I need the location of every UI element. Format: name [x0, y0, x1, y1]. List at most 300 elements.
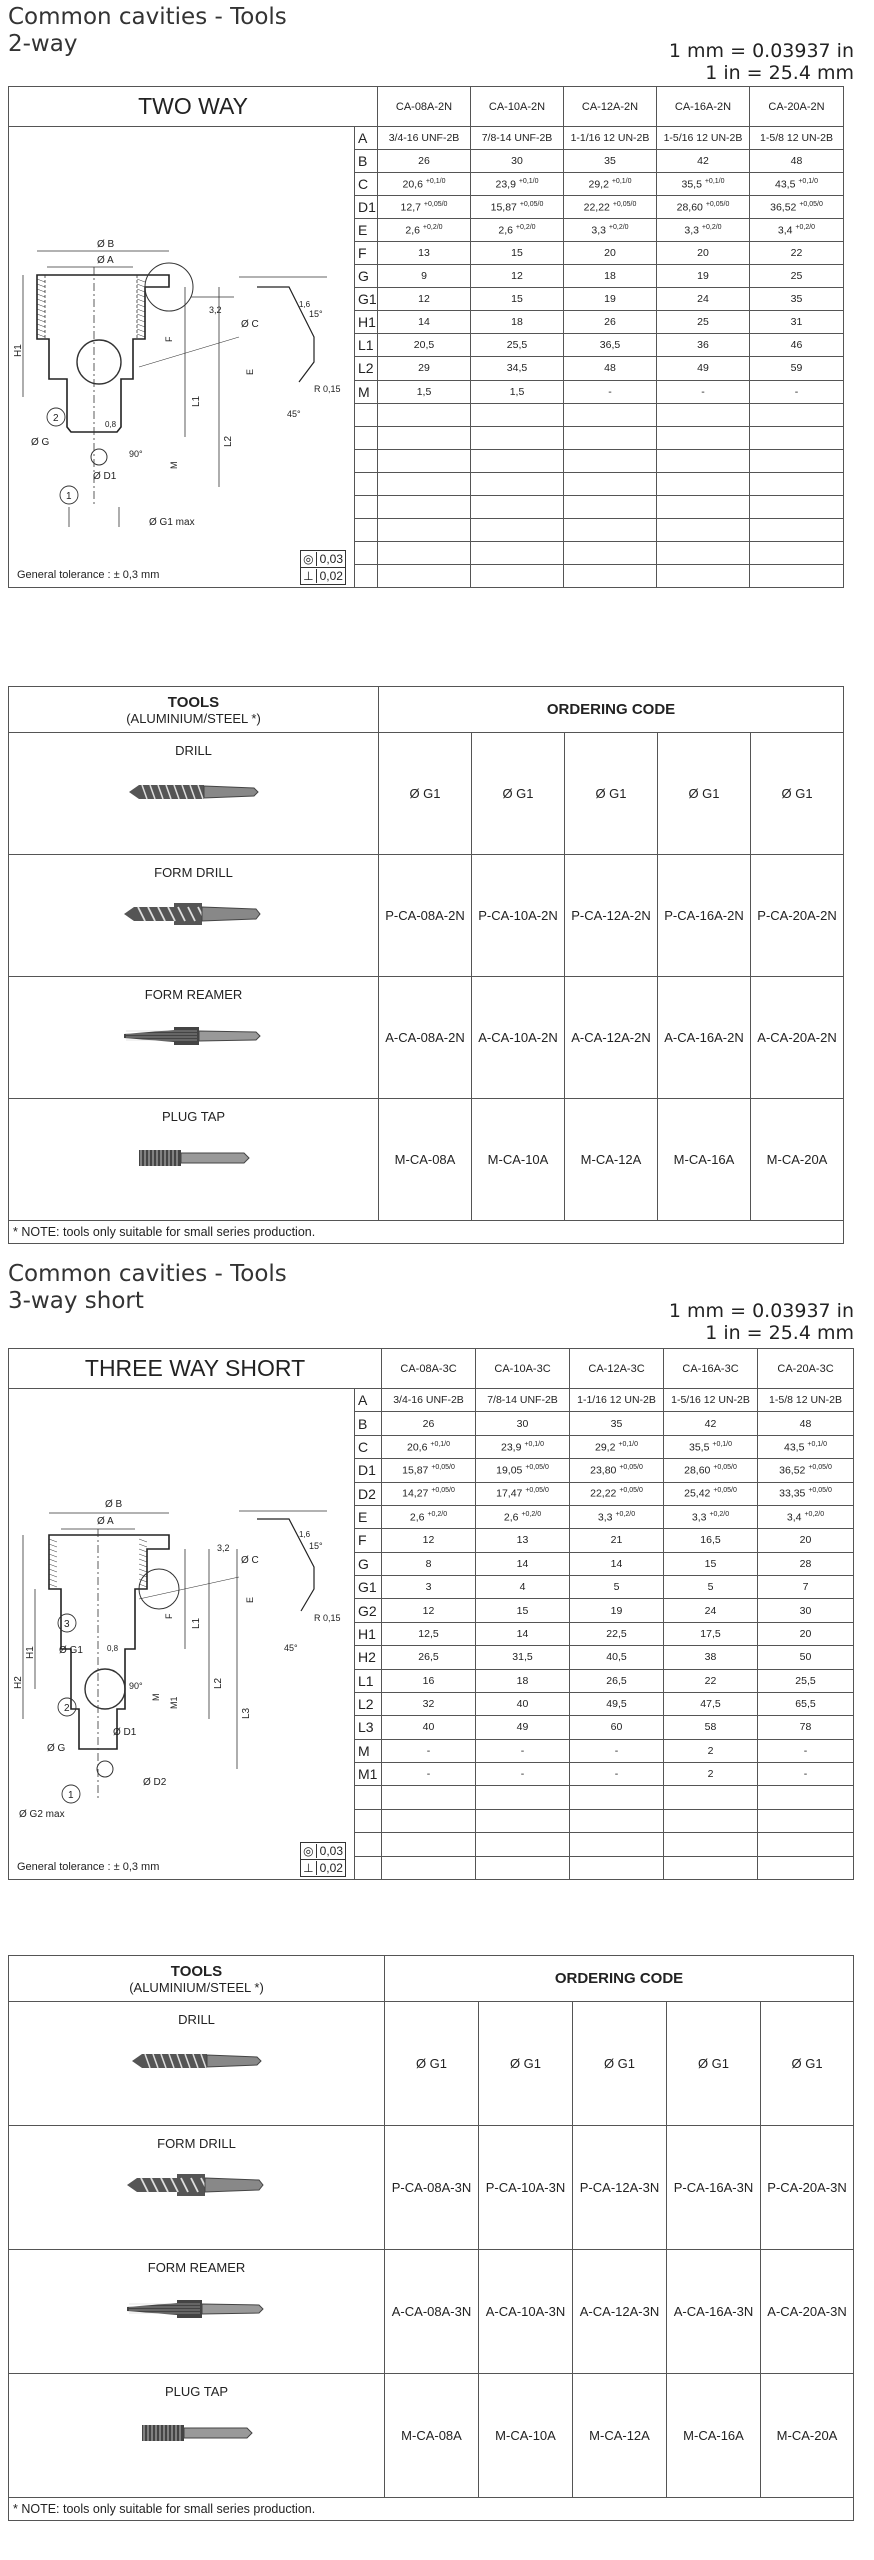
- table-cell: 5: [570, 1576, 664, 1599]
- table-cell: 24: [664, 1599, 758, 1622]
- section-title-2way: [8, 4, 287, 58]
- table-cell: 19: [657, 265, 750, 288]
- label-m: M: [151, 1693, 161, 1701]
- empty-cell: [471, 541, 564, 564]
- table-cell: 43,5 $^{+0,1/0}$: [758, 1435, 854, 1458]
- label-b: Ø B: [97, 239, 115, 250]
- ordering-code: M-CA-20A: [751, 1099, 844, 1221]
- drill-icon: [19, 772, 369, 812]
- empty-cell: [750, 472, 844, 495]
- table-cell: 25,5: [758, 1669, 854, 1692]
- table-cell: 13: [378, 242, 471, 265]
- row-label: D2: [355, 1482, 382, 1505]
- table-cell: 3,4 $^{+0,2/0}$: [750, 219, 844, 242]
- ordering-code: Ø G1: [385, 2002, 479, 2126]
- table-cell: 36: [657, 334, 750, 357]
- ordering-code-header: ORDERING CODE: [379, 687, 844, 733]
- label-a: Ø A: [97, 1516, 114, 1527]
- row-label: M: [355, 1739, 382, 1762]
- label-angle-45: 45°: [284, 1643, 298, 1653]
- technical-drawing: [9, 1389, 355, 1880]
- row-label: L2: [355, 1692, 382, 1715]
- empty-cell: [564, 564, 657, 587]
- ordering-code: A-CA-08A-2N: [379, 977, 472, 1099]
- empty-cell: [355, 495, 378, 518]
- unit-conversion-2way: [669, 40, 854, 84]
- tolerance-symbol: ◎: [303, 552, 316, 566]
- ordering-code: P-CA-08A-3N: [385, 2126, 479, 2250]
- dimension-table-2way: [8, 86, 844, 588]
- empty-cell: [657, 541, 750, 564]
- label-g1: Ø G1: [59, 1645, 83, 1656]
- table-cell: 22,22 $^{+0,05/0}$: [564, 196, 657, 219]
- ordering-code: A-CA-16A-2N: [658, 977, 751, 1099]
- empty-cell: [382, 1856, 476, 1880]
- label-g1: Ø G1 max: [149, 517, 195, 528]
- label-m: M: [169, 461, 179, 469]
- tool-name-cell: [9, 855, 379, 977]
- table-row: [9, 1389, 854, 1412]
- table-cell: 23,9 $^{+0,1/0}$: [471, 173, 564, 196]
- table-cell: 15: [471, 288, 564, 311]
- tolerance-symbol: ◎: [303, 1844, 316, 1858]
- table-cell: 33,35 $^{+0,05/0}$: [758, 1482, 854, 1505]
- row-label: H1: [355, 1622, 382, 1645]
- label-angle-90: 90°: [129, 449, 143, 459]
- empty-cell: [378, 472, 471, 495]
- ordering-code: M-CA-16A: [658, 1099, 751, 1221]
- ordering-code: Ø G1: [573, 2002, 667, 2126]
- ordering-code: Ø G1: [761, 2002, 854, 2126]
- empty-cell: [758, 1856, 854, 1880]
- empty-cell: [564, 518, 657, 541]
- empty-cell: [355, 449, 378, 472]
- ordering-code: A-CA-08A-3N: [385, 2250, 479, 2374]
- table-cell: 35: [570, 1412, 664, 1435]
- port-number-2: 2: [64, 1703, 70, 1714]
- ordering-code: A-CA-10A-3N: [479, 2250, 573, 2374]
- col-header: CA-16A-3C: [664, 1349, 758, 1389]
- table-cell: 14: [476, 1622, 570, 1645]
- table-cell: 31,5: [476, 1646, 570, 1669]
- empty-cell: [564, 426, 657, 449]
- row-label: F: [355, 1529, 382, 1552]
- ordering-code: Ø G1: [751, 733, 844, 855]
- table-cell: -: [758, 1763, 854, 1786]
- ordering-code: Ø G1: [658, 733, 751, 855]
- table-cell: 38: [664, 1646, 758, 1669]
- row-label: C: [355, 173, 378, 196]
- table-cell: 12: [382, 1529, 476, 1552]
- empty-cell: [564, 541, 657, 564]
- col-header: CA-10A-2N: [471, 87, 564, 127]
- ordering-code: A-CA-16A-3N: [667, 2250, 761, 2374]
- table-cell: 28,60 $^{+0,05/0}$: [664, 1459, 758, 1482]
- table-cell: 49: [657, 357, 750, 380]
- ordering-code: M-CA-20A: [761, 2374, 854, 2498]
- table-cell: 4: [476, 1576, 570, 1599]
- tolerance-entry: [300, 1842, 346, 1860]
- empty-cell: [750, 564, 844, 587]
- empty-cell: [476, 1809, 570, 1832]
- empty-cell: [657, 403, 750, 426]
- table-cell: 5: [664, 1576, 758, 1599]
- tools-header: [9, 1956, 385, 2002]
- empty-cell: [750, 426, 844, 449]
- col-header: CA-20A-2N: [750, 87, 844, 127]
- empty-cell: [476, 1786, 570, 1809]
- ordering-code: A-CA-12A-2N: [565, 977, 658, 1099]
- table-cell: 1,5: [471, 380, 564, 403]
- tool-name-cell: [9, 2002, 385, 2126]
- empty-cell: [657, 564, 750, 587]
- empty-cell: [758, 1833, 854, 1856]
- row-label: L3: [355, 1716, 382, 1739]
- table-cell: 25: [750, 265, 844, 288]
- label-l2: L2: [223, 435, 234, 447]
- col-header: CA-12A-2N: [564, 87, 657, 127]
- table-cell: -: [382, 1763, 476, 1786]
- table-cell: 28: [758, 1552, 854, 1575]
- table-cell: 20,5: [378, 334, 471, 357]
- general-tolerance: General tolerance : ± 0,3 mm: [17, 1861, 160, 1873]
- table-cell: 43,5 $^{+0,1/0}$: [750, 173, 844, 196]
- label-angle-45: 45°: [287, 409, 301, 419]
- tool-name: FORM REAMER: [144, 987, 243, 1002]
- table-cell: 19: [564, 288, 657, 311]
- drill-icon: [19, 2041, 375, 2081]
- table-cell: 42: [664, 1412, 758, 1435]
- table-cell: 2: [664, 1763, 758, 1786]
- table-cell: -: [382, 1739, 476, 1762]
- ordering-code: P-CA-08A-2N: [379, 855, 472, 977]
- ordering-code: P-CA-16A-2N: [658, 855, 751, 977]
- empty-cell: [664, 1833, 758, 1856]
- tolerance-value: 0,03: [319, 552, 343, 566]
- empty-cell: [355, 426, 378, 449]
- empty-cell: [664, 1856, 758, 1880]
- table-cell: 22: [750, 242, 844, 265]
- empty-cell: [355, 1856, 382, 1880]
- empty-cell: [378, 426, 471, 449]
- tolerance-value: 0,02: [319, 569, 343, 583]
- table-cell: -: [476, 1739, 570, 1762]
- empty-cell: [382, 1809, 476, 1832]
- row-label: C: [355, 1435, 382, 1458]
- empty-cell: [570, 1786, 664, 1809]
- empty-cell: [664, 1809, 758, 1832]
- table-cell: 3,3 $^{+0,2/0}$: [564, 219, 657, 242]
- empty-cell: [378, 518, 471, 541]
- table-cell: 78: [758, 1716, 854, 1739]
- tool-row: [9, 733, 844, 855]
- table-cell: 23,80 $^{+0,05/0}$: [570, 1459, 664, 1482]
- section-subtitle-text: 3-way short: [8, 1288, 144, 1314]
- technical-drawing: [9, 127, 355, 588]
- tool-name: DRILL: [178, 2012, 215, 2027]
- table-cell: 24: [657, 288, 750, 311]
- table-cell: -: [570, 1739, 664, 1762]
- table-cell: 2: [664, 1739, 758, 1762]
- ordering-code: Ø G1: [472, 733, 565, 855]
- label-d1: Ø D1: [113, 1727, 137, 1738]
- tools-material-label: (ALUMINIUM/STEEL *): [129, 1979, 264, 1995]
- row-label: B: [355, 150, 378, 173]
- table-cell: 31: [750, 311, 844, 334]
- empty-cell: [664, 1786, 758, 1809]
- tolerance-entry: [300, 567, 346, 585]
- label-roughness-16: 1,6: [299, 300, 311, 309]
- table-cell: 3,3 $^{+0,2/0}$: [664, 1505, 758, 1528]
- table-cell: 30: [476, 1412, 570, 1435]
- table-cell: 7/8-14 UNF-2B: [471, 127, 564, 150]
- table-cell: 49: [476, 1716, 570, 1739]
- table-cell: 30: [471, 150, 564, 173]
- label-l1: L1: [191, 395, 202, 407]
- label-h2: H2: [13, 1676, 24, 1689]
- label-roughness-32: 3,2: [209, 305, 222, 315]
- table-cell: 26: [564, 311, 657, 334]
- table-cell: 3,4 $^{+0,2/0}$: [758, 1505, 854, 1528]
- table-cell: 19,05 $^{+0,05/0}$: [476, 1459, 570, 1482]
- empty-cell: [355, 564, 378, 587]
- table-title: TWO WAY: [9, 87, 378, 127]
- empty-cell: [471, 426, 564, 449]
- form-reamer-icon: [19, 2289, 375, 2329]
- section-subtitle-text: 2-way: [8, 31, 78, 57]
- table-cell: 3,3 $^{+0,2/0}$: [570, 1505, 664, 1528]
- empty-cell: [471, 449, 564, 472]
- empty-cell: [750, 541, 844, 564]
- table-cell: 46: [750, 334, 844, 357]
- form-drill-icon: [19, 2165, 375, 2205]
- table-cell: -: [657, 380, 750, 403]
- empty-cell: [378, 541, 471, 564]
- table-cell: 3: [382, 1576, 476, 1599]
- table-cell: 34,5: [471, 357, 564, 380]
- table-cell: 22,5: [570, 1622, 664, 1645]
- row-label: H1: [355, 311, 378, 334]
- table-cell: 14,27 $^{+0,05/0}$: [382, 1482, 476, 1505]
- empty-cell: [657, 426, 750, 449]
- empty-cell: [355, 1833, 382, 1856]
- empty-cell: [382, 1786, 476, 1809]
- empty-cell: [657, 449, 750, 472]
- tool-row: [9, 2374, 854, 2498]
- unit-conversion-3way: [669, 1300, 854, 1344]
- tools-table-2way: [8, 686, 844, 1244]
- col-header: CA-12A-3C: [570, 1349, 664, 1389]
- table-cell: 18: [564, 265, 657, 288]
- table-cell: 36,52 $^{+0,05/0}$: [750, 196, 844, 219]
- col-header: CA-08A-3C: [382, 1349, 476, 1389]
- port-number-3: 3: [64, 1619, 70, 1630]
- table-cell: 25,42 $^{+0,05/0}$: [664, 1482, 758, 1505]
- ordering-code: A-CA-12A-3N: [573, 2250, 667, 2374]
- tolerance-symbol: ⊥: [303, 1861, 316, 1875]
- table-cell: 28,60 $^{+0,05/0}$: [657, 196, 750, 219]
- cavity-drawing-svg: [9, 127, 353, 587]
- empty-cell: [471, 564, 564, 587]
- plug-tap-icon: [19, 2413, 375, 2453]
- empty-cell: [355, 472, 378, 495]
- label-g2: Ø G2 max: [19, 1809, 65, 1820]
- table-cell: 7/8-14 UNF-2B: [476, 1389, 570, 1412]
- table-title: THREE WAY SHORT: [9, 1349, 382, 1389]
- row-label: E: [355, 1505, 382, 1528]
- empty-cell: [750, 403, 844, 426]
- row-label: L2: [355, 357, 378, 380]
- ordering-code: Ø G1: [479, 2002, 573, 2126]
- table-cell: 15: [664, 1552, 758, 1575]
- dimension-table-3way: [8, 1348, 854, 1880]
- table-cell: 20: [758, 1529, 854, 1552]
- table-cell: 58: [664, 1716, 758, 1739]
- empty-cell: [657, 472, 750, 495]
- tolerance-box: [300, 551, 346, 585]
- table-cell: 1-5/16 12 UN-2B: [664, 1389, 758, 1412]
- row-label: E: [355, 219, 378, 242]
- table-cell: 14: [476, 1552, 570, 1575]
- label-roughness-16: 1,6: [299, 1530, 311, 1539]
- empty-cell: [378, 495, 471, 518]
- empty-cell: [378, 403, 471, 426]
- tool-name-cell: [9, 2126, 385, 2250]
- tolerance-symbol: ⊥: [303, 569, 316, 583]
- empty-cell: [564, 472, 657, 495]
- label-d1: Ø D1: [93, 471, 117, 482]
- row-label: D1: [355, 196, 378, 219]
- table-cell: 1,5: [378, 380, 471, 403]
- tool-row: [9, 1099, 844, 1221]
- table-cell: 9: [378, 265, 471, 288]
- ordering-code: A-CA-20A-2N: [751, 977, 844, 1099]
- tolerance-value: 0,03: [319, 1844, 343, 1858]
- ordering-code: M-CA-08A: [379, 1099, 472, 1221]
- table-cell: 12: [471, 265, 564, 288]
- empty-cell: [471, 403, 564, 426]
- table-cell: 17,47 $^{+0,05/0}$: [476, 1482, 570, 1505]
- port-number-1: 1: [68, 1790, 74, 1801]
- table-cell: 3/4-16 UNF-2B: [378, 127, 471, 150]
- table-cell: 47,5: [664, 1692, 758, 1715]
- ordering-code: Ø G1: [565, 733, 658, 855]
- label-l2: L2: [213, 1677, 224, 1689]
- ordering-code: Ø G1: [667, 2002, 761, 2126]
- row-label: F: [355, 242, 378, 265]
- table-cell: 12: [382, 1599, 476, 1622]
- table-cell: 20,6 $^{+0,1/0}$: [378, 173, 471, 196]
- row-label: G2: [355, 1599, 382, 1622]
- tool-name: FORM DRILL: [154, 865, 233, 880]
- table-cell: 48: [750, 150, 844, 173]
- table-cell: -: [750, 380, 844, 403]
- table-cell: 1-1/16 12 UN-2B: [570, 1389, 664, 1412]
- table-cell: 35: [750, 288, 844, 311]
- empty-cell: [750, 495, 844, 518]
- empty-cell: [471, 495, 564, 518]
- table-cell: 21: [570, 1529, 664, 1552]
- empty-cell: [758, 1786, 854, 1809]
- table-row: [9, 127, 844, 150]
- label-d2: Ø D2: [143, 1777, 167, 1788]
- table-cell: 16: [382, 1669, 476, 1692]
- table-cell: 36,5: [564, 334, 657, 357]
- table-cell: 16,5: [664, 1529, 758, 1552]
- table-cell: 26: [382, 1412, 476, 1435]
- tool-row: [9, 2002, 854, 2126]
- table-cell: 40: [476, 1692, 570, 1715]
- label-angle-15: 15°: [309, 309, 323, 319]
- empty-cell: [378, 564, 471, 587]
- table-cell: 20: [758, 1622, 854, 1645]
- row-label: A: [355, 1389, 382, 1412]
- table-cell: 29,2 $^{+0,1/0}$: [564, 173, 657, 196]
- table-cell: 26: [378, 150, 471, 173]
- tool-name-cell: [9, 733, 379, 855]
- row-label: H2: [355, 1646, 382, 1669]
- tools-header-label: TOOLS: [167, 693, 220, 711]
- table-cell: 35,5 $^{+0,1/0}$: [664, 1435, 758, 1458]
- empty-cell: [570, 1856, 664, 1880]
- empty-cell: [355, 1786, 382, 1809]
- table-cell: 8: [382, 1552, 476, 1575]
- table-cell: 42: [657, 150, 750, 173]
- label-r: R 0,15: [314, 1613, 341, 1623]
- tools-header-label: TOOLS: [170, 1962, 223, 1980]
- empty-cell: [750, 518, 844, 541]
- tools-note: * NOTE: tools only suitable for small series production.: [9, 2498, 854, 2521]
- cavity-outline: [49, 1535, 169, 1749]
- table-cell: 35: [564, 150, 657, 173]
- row-label: A: [355, 127, 378, 150]
- table-cell: 29: [378, 357, 471, 380]
- row-label: L1: [355, 334, 378, 357]
- form-reamer-icon: [19, 1016, 369, 1056]
- table-cell: 32: [382, 1692, 476, 1715]
- empty-cell: [570, 1809, 664, 1832]
- table-cell: 29,2 $^{+0,1/0}$: [570, 1435, 664, 1458]
- ordering-code: M-CA-10A: [472, 1099, 565, 1221]
- table-cell: 15: [476, 1599, 570, 1622]
- table-cell: 26,5: [382, 1646, 476, 1669]
- ordering-code: M-CA-08A: [385, 2374, 479, 2498]
- section-title-text: Common cavities - Tools: [8, 1261, 287, 1287]
- tool-name-cell: [9, 2374, 385, 2498]
- ordering-code: A-CA-10A-2N: [472, 977, 565, 1099]
- empty-cell: [564, 403, 657, 426]
- ordering-code: Ø G1: [379, 733, 472, 855]
- label-c: Ø C: [241, 319, 259, 330]
- row-label: M: [355, 380, 378, 403]
- tool-name: DRILL: [175, 743, 212, 758]
- table-cell: 1-1/16 12 UN-2B: [564, 127, 657, 150]
- tool-name: PLUG TAP: [164, 2384, 229, 2399]
- row-label: G1: [355, 1576, 382, 1599]
- table-cell: 2,6 $^{+0,2/0}$: [382, 1505, 476, 1528]
- ordering-code: M-CA-12A: [565, 1099, 658, 1221]
- empty-cell: [657, 495, 750, 518]
- label-e: E: [245, 368, 255, 375]
- empty-cell: [758, 1809, 854, 1832]
- label-l3: L3: [241, 1707, 252, 1719]
- table-cell: 12,7 $^{+0,05/0}$: [378, 196, 471, 219]
- tools-material-label: (ALUMINIUM/STEEL *): [126, 710, 261, 726]
- row-label: G: [355, 265, 378, 288]
- section-title-3way: [8, 1261, 287, 1315]
- table-cell: -: [476, 1763, 570, 1786]
- ordering-code-header: ORDERING CODE: [385, 1956, 854, 2002]
